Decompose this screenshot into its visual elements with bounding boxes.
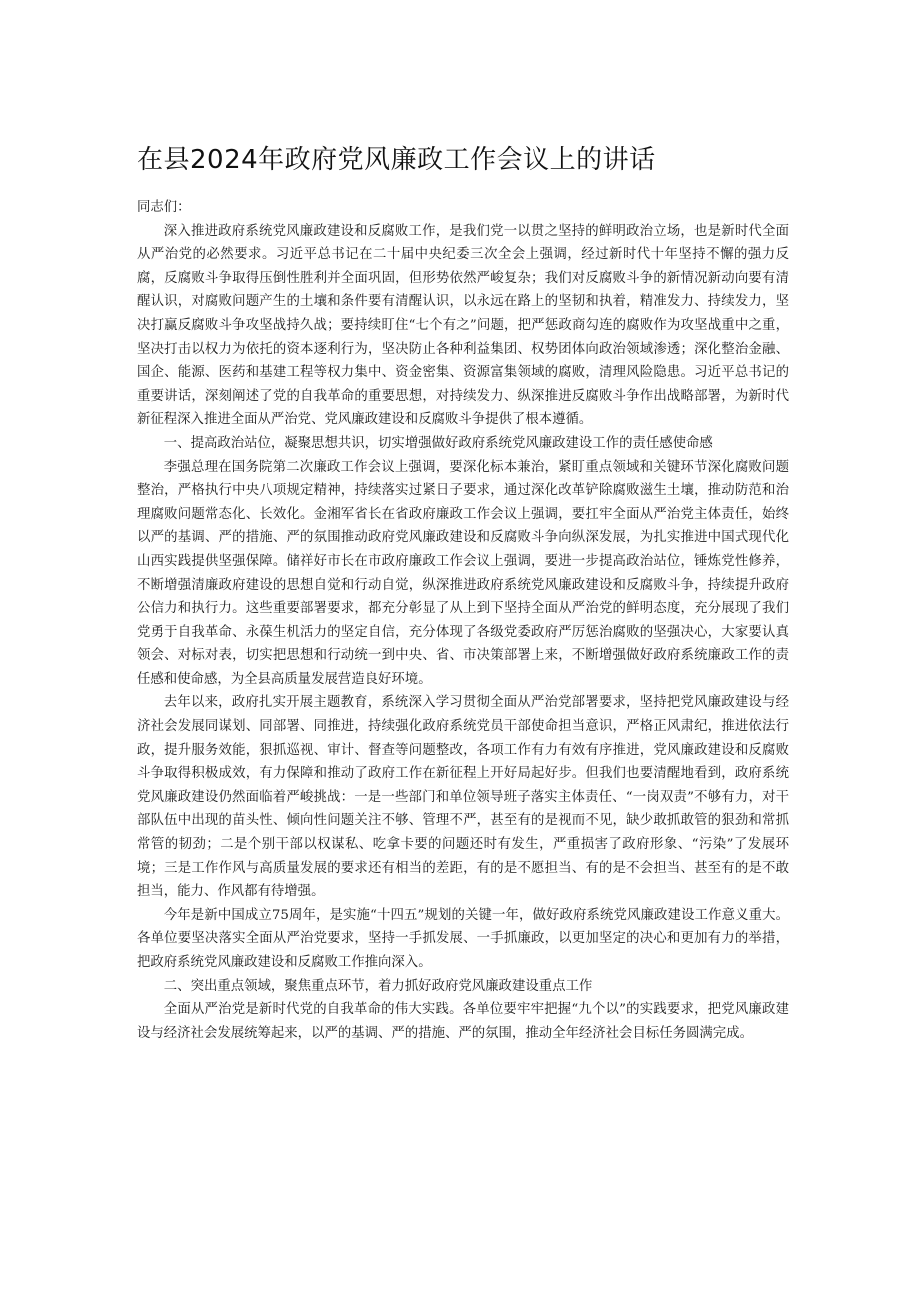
- section-heading-2: 二、突出重点领域，聚焦重点环节，着力抓好政府党风廉政建设重点工作: [163, 978, 593, 994]
- paragraph-review-and-challenges: 去年以来，政府扎实开展主题教育，系统深入学习贯彻全面从严治党部署要求，坚持把党风廉政建设与经济社会发展同谋划、同部署、同推进，持续强化政府系统党员干部使命担当意识，严格正风肃纪，推进依法行政，提升服务效能，狠抓巡视、审计、督查等问题整改，各项工作有力有效有序推进，党风廉政建设和反腐败斗争取得积极成效，有力保障和推动了政府工作在新征程上开好局起好步。但我们也要清醒地看到，政府系统党风廉政建设仍然面临着严峻挑战：一是一些部门和单位领导班子落实主体责任、“一岗双责”不够有力，对干部队伍中出现的苗头性、倾向性问题关注不够、管理不严，甚至有的是视而不见，缺少敢抓敢管的狠劲和常抓常管的韧劲；二是个别干部以权谋私、吃拿卡要的问题还时有发生，严重损害了政府形象、“污染”了发展环境；三是工作作风与高质量发展的要求还有相当的差距，有的是不愿担当、有的是不会担当、甚至有的是不敢担当，能力、作风都有待增强。: [137, 695, 789, 900]
- paragraph-party-governance: 全面从严治党是新时代党的自我革命的伟大实践。各单位要牢牢把握“九个以”的实践要求，把党风廉政建设与经济社会发展统筹起来，以严的基调、严的措施、严的氛围，推动全年经济社会目标任务圆满完成。: [137, 1002, 789, 1041]
- paragraph-intro: 深入推进政府系统党风廉政建设和反腐败工作，是我们党一以贯之坚持的鲜明政治立场，也是新时代全面从严治党的必然要求。习近平总书记在二十届中央纪委三次全会上强调，经过新时代十年坚持不懈的强力反腐，反腐败斗争取得压倒性胜利并全面巩固，但形势依然严峻复杂；我们对反腐败斗争的新情况新动向要有清醒认识，对腐败问题产生的土壤和条件要有清醒认识，以永远在路上的坚韧和执着，精准发力、持续发力，坚决打赢反腐败斗争攻坚战持久战；要持续盯住“七个有之”问题，把严惩政商勾连的腐败作为攻坚战重中之重，坚决打击以权力为依托的资本逐利行为，坚决防止各种利益集团、权势团体向政治领域渗透；深化整治金融、国企、能源、医药和基建工程等权力集中、资金密集、资源富集领域的腐败，清理风险隐患。习近平总书记的重要讲话，深刻阐述了党的自我革命的重要思想，对持续发力、纵深推进反腐败斗争作出战略部署，为新时代新征程深入推进全面从严治党、党风廉政建设和反腐败斗争提供了根本遵循。: [137, 223, 789, 428]
- salutation: 同志们：: [137, 200, 191, 215]
- page-title: 在县2024年政府党风廉政工作会议上的讲话: [137, 145, 656, 175]
- paragraph-this-year: 今年是新中国成立75周年，是实施“十四五”规划的关键一年，做好政府系统党风廉政建设工作意义重大。各单位要坚决落实全面从严治党要求，坚持一手抓发展、一手抓廉政，以更加坚定的决心和更加有力的举措，把政府系统党风廉政建设和反腐败工作推向深入。: [137, 907, 789, 970]
- paragraph-leaders-remarks: 李强总理在国务院第二次廉政工作会议上强调，要深化标本兼治，紧盯重点领域和关键环节深化腐败问题整治，严格执行中央八项规定精神，持续落实过紧日子要求，通过深化改革铲除腐败滋生土壤，推动防范和治理腐败问题常态化、长效化。金湘军省长在省政府廉政工作会议上强调，要扛牢全面从严治党主体责任，始终以严的基调、严的措施、严的氛围推动政府党风廉政建设和反腐败斗争向纵深发展，为扎实推进中国式现代化山西实践提供坚强保障。储祥好市长在市政府廉政工作会议上强调，要进一步提高政治站位，锤炼党性修养，不断增强清廉政府建设的思想自觉和行动自觉，纵深推进政府系统党风廉政建设和反腐败斗争，持续提升政府公信力和执行力。这些重要部署要求，都充分彰显了从上到下坚持全面从严治党的鲜明态度，充分展现了我们党勇于自我革命、永葆生机活力的坚定自信，充分体现了各级党委政府严厉惩治腐败的坚强决心，大家要认真领会、对标对表，切实把思想和行动统一到中央、省、市决策部署上来，不断增强做好政府系统廉政工作的责任感和使命感，为全县高质量发展营造良好环境。: [137, 459, 789, 687]
- document-body: [137, 196, 789, 1045]
- section-heading-1: 一、提高政治站位，凝聚思想共识，切实增强做好政府系统党风廉政建设工作的责任感使命感: [163, 435, 713, 451]
